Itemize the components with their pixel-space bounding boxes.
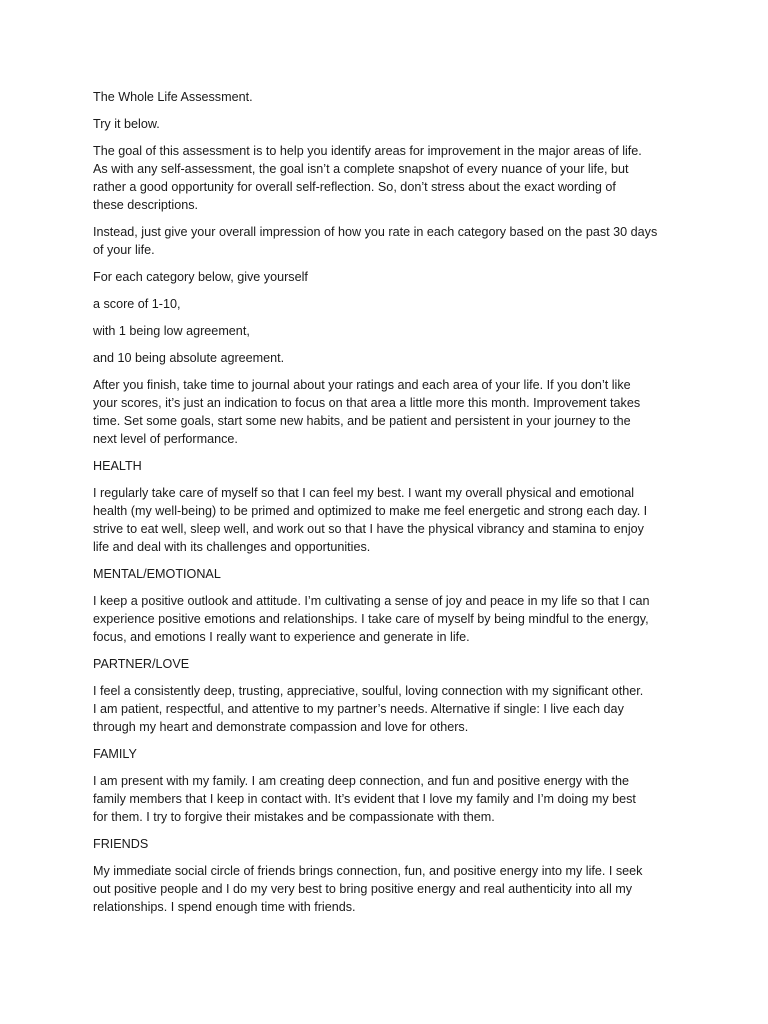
document-body [93,88,683,925]
text-line: I regularly take care of myself so that I can feel my best. I want my overall physical and emotional [93,486,635,500]
after-paragraph [93,376,683,448]
section-paragraph-friends [93,862,683,916]
text-line: rather a good opportunity for overall self-reflection. So, don’t stress about the exact wording of [93,180,616,194]
section-heading-friends: FRIENDS [93,837,149,851]
text-line: health (my well-being) to be primed and optimized to make me feel energetic and strong each day. I [93,504,648,518]
text-line: focus, and emotions I really want to experience and generate in life. [93,630,470,644]
instead-paragraph [93,223,683,259]
text-line: time. Set some goals, start some new habits, and be patient and persistent in your journey to the [93,414,631,428]
intro-paragraph [93,142,683,214]
for-each-text: For each category below, give yourself [93,270,308,284]
text-line: After you finish, take time to journal about your ratings and each area of your life. If you don’t like [93,378,631,392]
section-paragraph-mental-emotional [93,592,683,646]
section-heading-family: FAMILY [93,747,137,761]
text-line: out positive people and I do my very best to bring positive energy and real authenticity into all my [93,882,633,896]
text-line: I am present with my family. I am creating deep connection, and fun and positive energy with the [93,774,629,788]
text-line: for them. I try to forgive their mistakes and be compassionate with them. [93,810,495,824]
text-line: strive to eat well, sleep well, and work out so that I have the physical vibrancy and stamina to enjoy [93,522,644,536]
text-line: I feel a consistently deep, trusting, appreciative, soulful, loving connection with my significant other. [93,684,644,698]
high-agreement-text: and 10 being absolute agreement. [93,351,285,365]
text-line: of your life. [93,243,155,257]
text-line: relationships. I spend enough time with friends. [93,900,356,914]
text-line: My immediate social circle of friends brings connection, fun, and positive energy into my life. I seek [93,864,643,878]
section-heading-health: HEALTH [93,459,142,473]
section-paragraph-family [93,772,683,826]
text-line: these descriptions. [93,198,199,212]
text-line: life and deal with its challenges and opportunities. [93,540,371,554]
section-heading-mental-emotional: MENTAL/EMOTIONAL [93,567,221,581]
text-line: I keep a positive outlook and attitude. I’m cultivating a sense of joy and peace in my life so that I can [93,594,650,608]
text-line: your scores, it’s just an indication to focus on that area a little more this month. Improvement takes [93,396,641,410]
section-heading-partner-love: PARTNER/LOVE [93,657,190,671]
text-line: next level of performance. [93,432,238,446]
text-line: through my heart and demonstrate compassion and love for others. [93,720,469,734]
text-line: family members that I keep in contact with. It’s evident that I love my family and I’m doing my best [93,792,636,806]
text-line: I am patient, respectful, and attentive to my partner’s needs. Alternative if single: I live each day [93,702,624,716]
document-title: The Whole Life Assessment. [93,90,253,104]
text-line: experience positive emotions and relationships. I take care of myself by being mindful to the energy, [93,612,649,626]
section-paragraph-partner-love [93,682,683,736]
score-text: a score of 1-10, [93,297,181,311]
text-line: Instead, just give your overall impression of how you rate in each category based on the past 30 days [93,225,658,239]
text-line: The goal of this assessment is to help you identify areas for improvement in the major areas of life. [93,144,642,158]
section-paragraph-health [93,484,683,556]
instruction-text: Try it below. [93,117,160,131]
low-agreement-text: with 1 being low agreement, [93,324,250,338]
text-line: As with any self-assessment, the goal isn’t a complete snapshot of every nuance of your life, but [93,162,629,176]
